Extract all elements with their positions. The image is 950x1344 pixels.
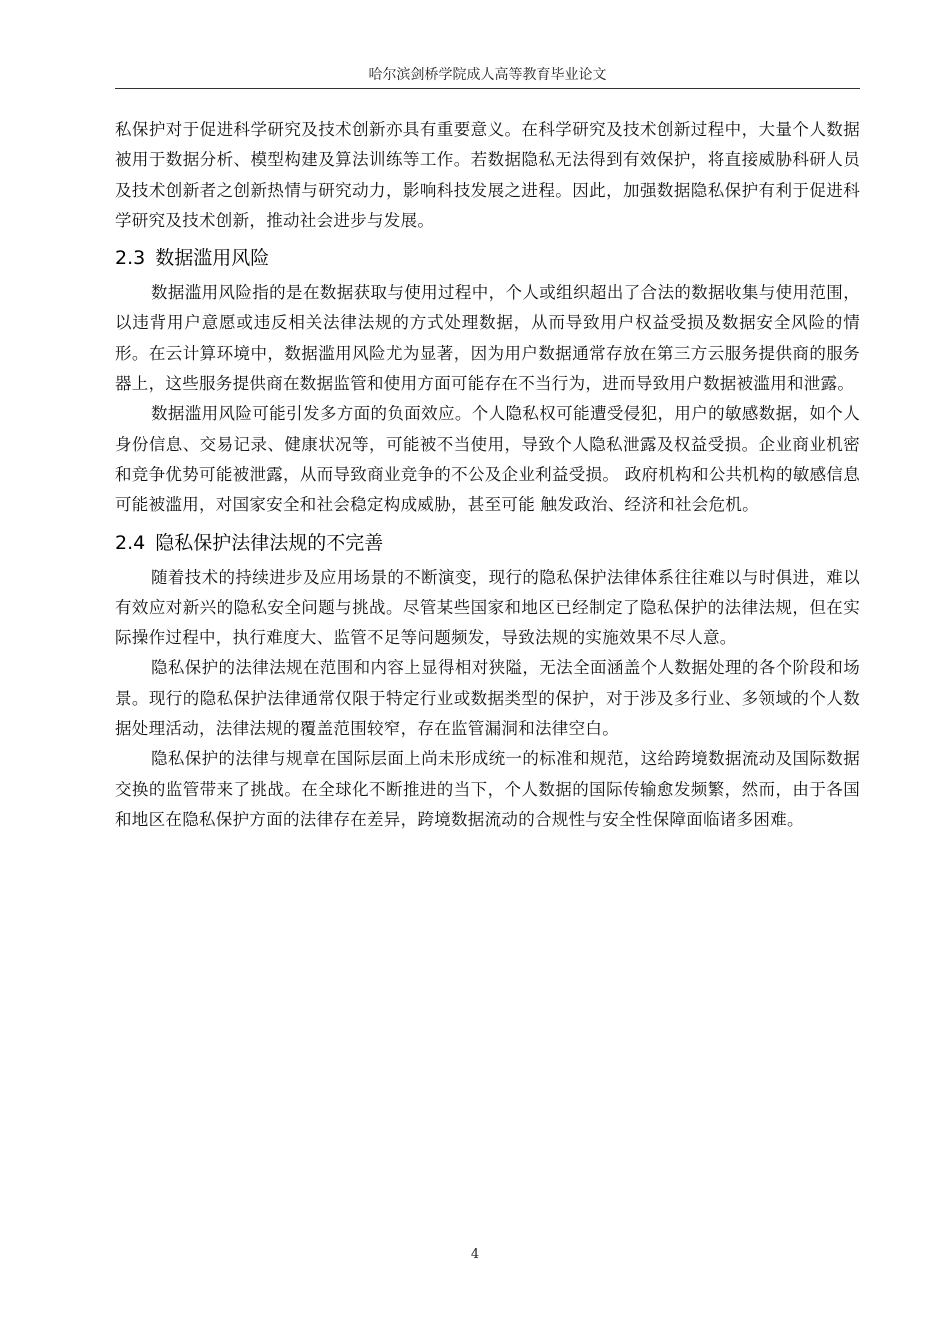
section-number: 2.4 [115,531,146,554]
page-header: 哈尔滨剑桥学院成人高等教育毕业论文 [368,67,607,83]
page-number: 4 [470,1247,480,1262]
section-title: 隐私保护法律法规的不完善 [155,531,384,554]
body-paragraph: 隐私保护的法律与规章在国际层面上尚未形成统一的标准和规范，这给跨境数据流动及国际数据交换的监管带来了挑战。在全球化不断推进的当下，个人数据的国际传输愈发频繁，然而，由于各国和地区在隐私保护方面的法律存在差异，跨境数据流动的合规性与安全性保障面临诸多困难。 [115,749,860,829]
intro-paragraph: 私保护对于促进科学研究及技术创新亦具有重要意义。在科学研究及技术创新过程中，大量个人数据被用于数据分析、模型构建及算法训练等工作。若数据隐私无法得到有效保护，将直接威胁科研人员及技术创新者之创新热情与研究动力，影响科技发展之进程。因此，加强数据隐私保护有利于促进科学研究及技术创新，推动社会进步与发展。 [115,120,860,230]
body-paragraph: 隐私保护的法律法规在范围和内容上显得相对狭隘，无法全面涵盖个人数据处理的各个阶段和场景。现行的隐私保护法律通常仅限于特定行业或数据类型的保护，对于涉及多行业、多领域的个人数据处理活动，法律法规的覆盖范围较窄，存在监管漏洞和法律空白。 [115,658,860,739]
section-title: 数据滥用风险 [155,247,270,270]
section-number: 2.3 [115,247,146,270]
section-heading-2-4 [115,525,860,561]
body-paragraph: 数据滥用风险指的是在数据获取与使用过程中，个人或组织超出了合法的数据收集与使用范围，以违背用户意愿或违反相关法律法规的方式处理数据，从而导致用户权益受损及数据安全风险的情形。在云计算环境中，数据滥用风险尤为显著，因为用户数据通常存放在第三方云服务提供商的服务器上，这些服务提供商在数据监管和使用方面可能存在不当行为，进而导致用户数据被滥用和泄露。 [115,283,860,394]
body-paragraph: 随着技术的持续进步及应用场景的不断演变，现行的隐私保护法律体系往往难以与时俱进，难以有效应对新兴的隐私安全问题与挑战。尽管某些国家和地区已经制定了隐私保护的法律法规，但在实际操作过程中，执行难度大、监管不足等问题频发，导致法规的实施效果不尽人意。 [115,567,860,648]
body-paragraph: 数据滥用风险可能引发多方面的负面效应。个人隐私权可能遭受侵犯，用户的敏感数据，如个人身份信息、交易记录、健康状况等，可能被不当使用，导致个人隐私泄露及权益受损。企业商业机密和竞争优势可能被泄露，从而导致商业竞争的不公及企业利益受损。 政府机构和公共机构的敏感信息可能被滥用，对国家安全和社会稳定构成威胁，甚至可能 触发政治、经济和社会危机。 [115,404,860,515]
page-body [115,115,860,835]
header-divider [115,88,860,89]
section-heading-2-3 [115,240,860,276]
